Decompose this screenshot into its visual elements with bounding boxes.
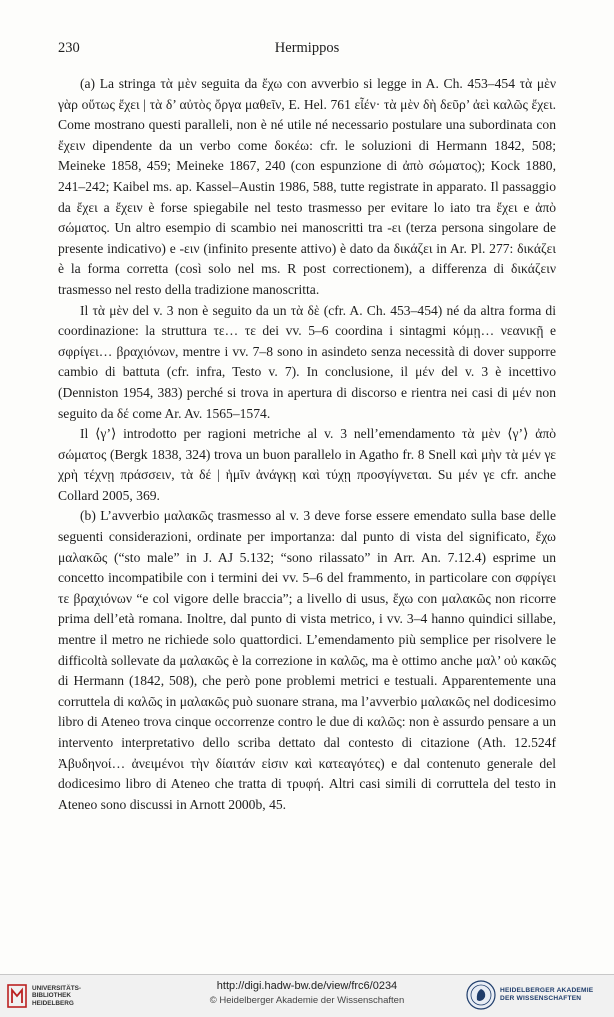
copyright-notice: © Heidelberger Akademie der Wissenschaften (209, 995, 405, 1006)
running-title: Hermippos (274, 40, 340, 56)
page-number: 230 (58, 40, 80, 56)
viewer-footer (0, 974, 614, 1017)
academy-seal-icon (466, 980, 496, 1010)
paragraph-2: Il τὰ μὲν del v. 3 non è seguito da un τὰ δὲ (cfr. A. Ch. 453–454) né da altra forma di coordinazione: la struttura τε… τε dei vv. 5–6 coordina i sintagmi κόμῃ… νεανικῇ e σφρίγει… βραχιόνων, mentre i vv. 7–8 sono in asindeto senza necessità di dover supporre cambio di battuta (cfr. infra, Testo v. 7). In conclusione, il μέν del v. 3 è incettivo (Denniston 1954, 383) perché si trova in apertura di discorso e rientra nei casi di μέν non seguito da δέ come Ar. Av. 1565–1574. (58, 302, 556, 421)
academy-logo-text: HEIDELBERGER AKADEMIE DER WISSENSCHAFTEN (500, 987, 594, 1003)
permalink-url[interactable]: http://digi.hadw-bw.de/view/frc6/0234 (216, 980, 398, 992)
running-header (58, 40, 556, 60)
paragraph-a: (a) La stringa τὰ μὲν seguita da ἔχω con avverbio si legge in A. Ch. 453–454 τὰ μὲν γὰρ οὕτως ἔχει | τὰ δ’ αὐτὸς ὄργα μαθεῖν, E. Hel. 761 εἶέν· τὰ μὲν δὴ δεῦρ’ ἀεὶ καλῶς ἔχει. Come mostrano questi paralleli, non è né utile né necessario postulare una subordinata con ἔχειν dipendente da un verbo come δοκέω: cfr. le soluzioni di Hermann 1842, 508; Meineke 1858, 459; Meineke 1867, 240 (con espunzione di ἀπὸ σώματος); Kock 1880, 241–242; Kaibel ms. ap. Kassel–Austin 1986, 588, tutte registrate in apparato. Il passaggio da ἔχει a ἔχειν è forse spiegabile nel testo trasmesso per evitare lo iato tra ἔχει e ἀπὸ σώματος. Un altro esempio di scambio nei manoscritti tra -ει (terza persona singolare de presente indicativo) e -ειν (infinito presente attivo) è dato da δικάζει in Ar. Pl. 277: δικάζει è la forma corretta (così solo nel ms. R post correctionem), a differenza di δικάζειν trasmesso nel resto della tradizione manoscritta. (58, 76, 556, 297)
academy-logo[interactable] (466, 980, 606, 1012)
paragraph-b: (b) L’avverbio μαλακῶς trasmesso al v. 3 deve forse essere emendato sulla base delle seguenti considerazioni, ordinate per importanza: dal punto di vista del significato, ἔχω μαλακῶς (“sto male” in J. AJ 5.132; “sono rilassato” in Arr. An. 7.12.4) esprime un concetto incompatibile con i termini dei vv. 5–6 del frammento, in particolare con σφρίγει τε βραχιόνων “e col vigore delle braccia”; a livello di usus, ἔχω con μαλακῶς non ricorre prima dell’età romana. Inoltre, dal punto di vista metrico, i vv. 3–4 hanno quindici sillabe, mentre il metro ne richiede solo quattordici. L’emendamento più semplice per risolvere le difficoltà sollevate da μαλακῶς è la correzione in καλῶς, ma è ottimo anche μαλ’ οὐ κακῶς di Hermann (1842, 508), che però pone problemi metrici e testuali. Apparentemente una corruttela di καλῶς in μαλακῶς può suonare strana, ma l’avverbio μαλακῶς nel dodicesimo libro di Ateneo trova cinque occorrenze contro le due di καλῶς: non è assurdo pensare a un intervento interpretativo dello scriba dettato dal contesto di citazione (Ath. 12.524f Ἀβυδηνοί… ἀνειμένοι τὴν δίαιτάν εἰσιν καὶ κατεαγότες) e dal contenuto generale del dodicesimo libro di Ateneo che tratta di τρυφή. Altri casi simili di corruttela del testo in Ateneo sono discussi in Arnott 2000b, 45. (58, 508, 556, 812)
library-logo-text: UNIVERSITÄTS- BIBLIOTHEK HEIDELBERG (32, 985, 81, 1007)
main-text (58, 74, 556, 815)
paragraph-3: Il ⟨γ’⟩ introdotto per ragioni metriche al v. 3 nell’emendamento τὰ μὲν ⟨γ’⟩ ἀπὸ σώματος (Bergk 1838, 324) trova un buon parallelo in Agatho fr. 8 Snell καὶ μὴν τὰ μέν γε χρὴ τέχνῃ πράσσειν, τὰ δέ | ἡμῖν ἀνάγκῃ καὶ τύχῃ προσγίγνεται. Su μέν γε cfr. anche Collard 2005, 369. (58, 426, 556, 503)
